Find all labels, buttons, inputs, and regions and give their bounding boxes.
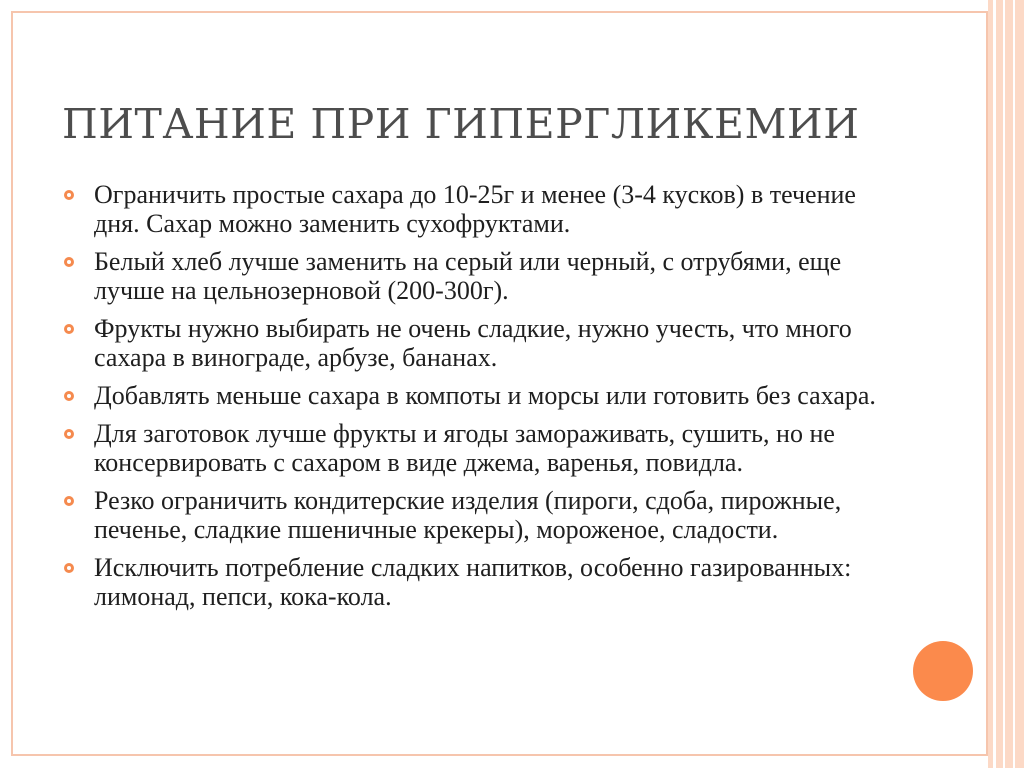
- bullet-item: [62, 180, 882, 238]
- orange-ring-icon: [64, 496, 74, 506]
- bullet-list: [62, 180, 882, 620]
- bullet-item: [62, 419, 882, 477]
- orange-ring-icon: [64, 324, 74, 334]
- bullet-item: [62, 381, 882, 410]
- side-stripe-line: [1013, 0, 1015, 768]
- bullet-text: Резко ограничить кондитерские изделия (пироги, сдоба, пирожные, печенье, сладкие пшеничные крекеры), мороженое, сладости.: [94, 486, 842, 544]
- slide-title: ПИТАНИЕ ПРИ ГИПЕРГЛИКЕМИИ: [62, 100, 860, 148]
- accent-circle: [913, 641, 973, 701]
- bullet-item: [62, 247, 882, 305]
- side-stripe-line: [993, 0, 996, 768]
- bullet-text: Белый хлеб лучше заменить на серый или черный, с отрубями, еще лучше на цельнозерновой (200-300г).: [94, 247, 842, 305]
- orange-ring-icon: [64, 257, 74, 267]
- side-stripe-line: [1003, 0, 1005, 768]
- bullet-text: Фрукты нужно выбирать не очень сладкие, нужно учесть, что много сахара в винограде, арбузе, бананах.: [94, 314, 852, 372]
- bullet-text: Ограничить простые сахара до 10-25г и менее (3-4 кусков) в течение дня. Сахар можно заменить сухофруктами.: [94, 180, 856, 238]
- orange-ring-icon: [64, 429, 74, 439]
- orange-ring-icon: [64, 190, 74, 200]
- orange-ring-icon: [64, 391, 74, 401]
- bullet-text: Для заготовок лучше фрукты и ягоды замораживать, сушить, но не консервировать с сахаром в виде джема, варенья, повидла.: [94, 419, 835, 477]
- bullet-item: [62, 314, 882, 372]
- bullet-item: [62, 553, 882, 611]
- orange-ring-icon: [64, 563, 74, 573]
- bullet-text: Исключить потребление сладких напитков, особенно газированных: лимонад, пепси, кока-кола.: [94, 553, 852, 611]
- bullet-text: Добавлять меньше сахара в компоты и морсы или готовить без сахара.: [94, 381, 876, 410]
- bullet-item: [62, 486, 882, 544]
